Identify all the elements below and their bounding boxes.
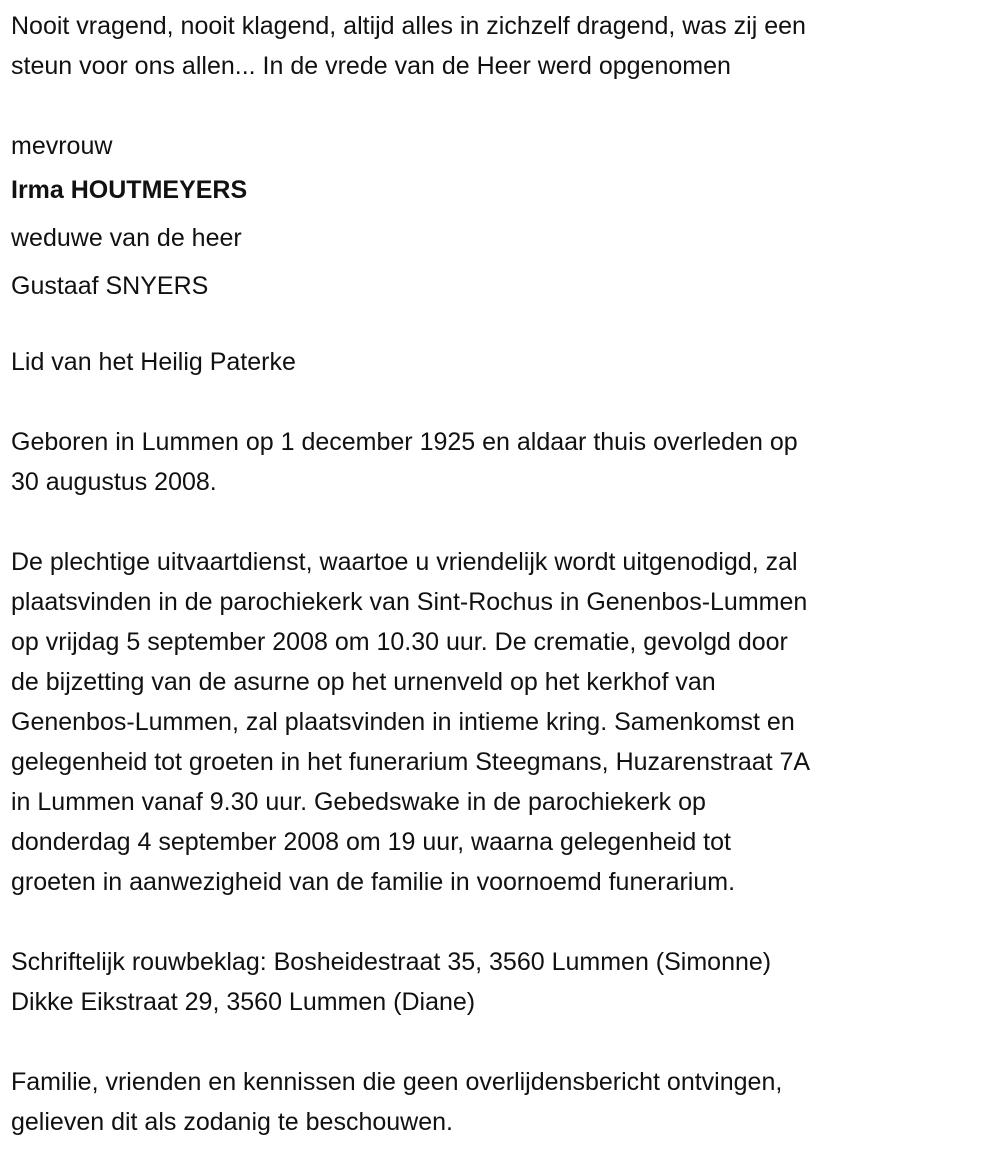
text-line: plaatsvinden in de parochiekerk van Sint-Rochus in Genenbos-Lummen xyxy=(11,588,808,616)
obituary-document xyxy=(11,6,810,1142)
text-line: Familie, vrienden en kennissen die geen overlijdensbericht ontvingen, xyxy=(11,1068,783,1096)
text-line: gelegenheid tot groeten in het funerarium Steegmans, Huzarenstraat 7A xyxy=(11,748,811,776)
text-line: Dikke Eikstraat 29, 3560 Lummen (Diane) xyxy=(11,988,476,1016)
spouse-name: Gustaaf SNYERS xyxy=(11,272,209,300)
closing-paragraph xyxy=(11,1062,810,1142)
text-line: de bijzetting van de asurne op het urnenveld op het kerkhof van xyxy=(11,668,716,696)
birth-death-paragraph xyxy=(11,422,810,502)
relation: weduwe van de heer xyxy=(11,224,242,252)
text-line: 30 augustus 2008. xyxy=(11,468,217,496)
text-line: Nooit vragend, nooit klagend, altijd alles in zichzelf dragend, was zij een xyxy=(11,12,806,40)
deceased-name: Irma HOUTMEYERS xyxy=(11,176,248,204)
membership: Lid van het Heilig Paterke xyxy=(11,348,296,376)
text-line: donderdag 4 september 2008 om 19 uur, waarna gelegenheid tot xyxy=(11,828,731,856)
text-line: in Lummen vanaf 9.30 uur. Gebedswake in de parochiekerk op xyxy=(11,788,706,816)
funeral-paragraph xyxy=(11,542,810,902)
text-line: op vrijdag 5 september 2008 om 10.30 uur. De crematie, gevolgd door xyxy=(11,628,788,656)
condolences-paragraph xyxy=(11,942,810,1022)
text-line: Schriftelijk rouwbeklag: Bosheidestraat 35, 3560 Lummen (Simonne) xyxy=(11,948,772,976)
text-line: groeten in aanwezigheid van de familie in voornoemd funerarium. xyxy=(11,868,736,896)
title: mevrouw xyxy=(11,132,113,160)
intro-paragraph xyxy=(11,6,810,86)
text-line: Geboren in Lummen op 1 december 1925 en aldaar thuis overleden op xyxy=(11,428,798,456)
text-line: gelieven dit als zodanig te beschouwen. xyxy=(11,1108,453,1136)
text-line: steun voor ons allen... In de vrede van de Heer werd opgenomen xyxy=(11,52,731,80)
text-line: De plechtige uitvaartdienst, waartoe u vriendelijk wordt uitgenodigd, zal xyxy=(11,548,798,576)
text-line: Genenbos-Lummen, zal plaatsvinden in intieme kring. Samenkomst en xyxy=(11,708,795,736)
